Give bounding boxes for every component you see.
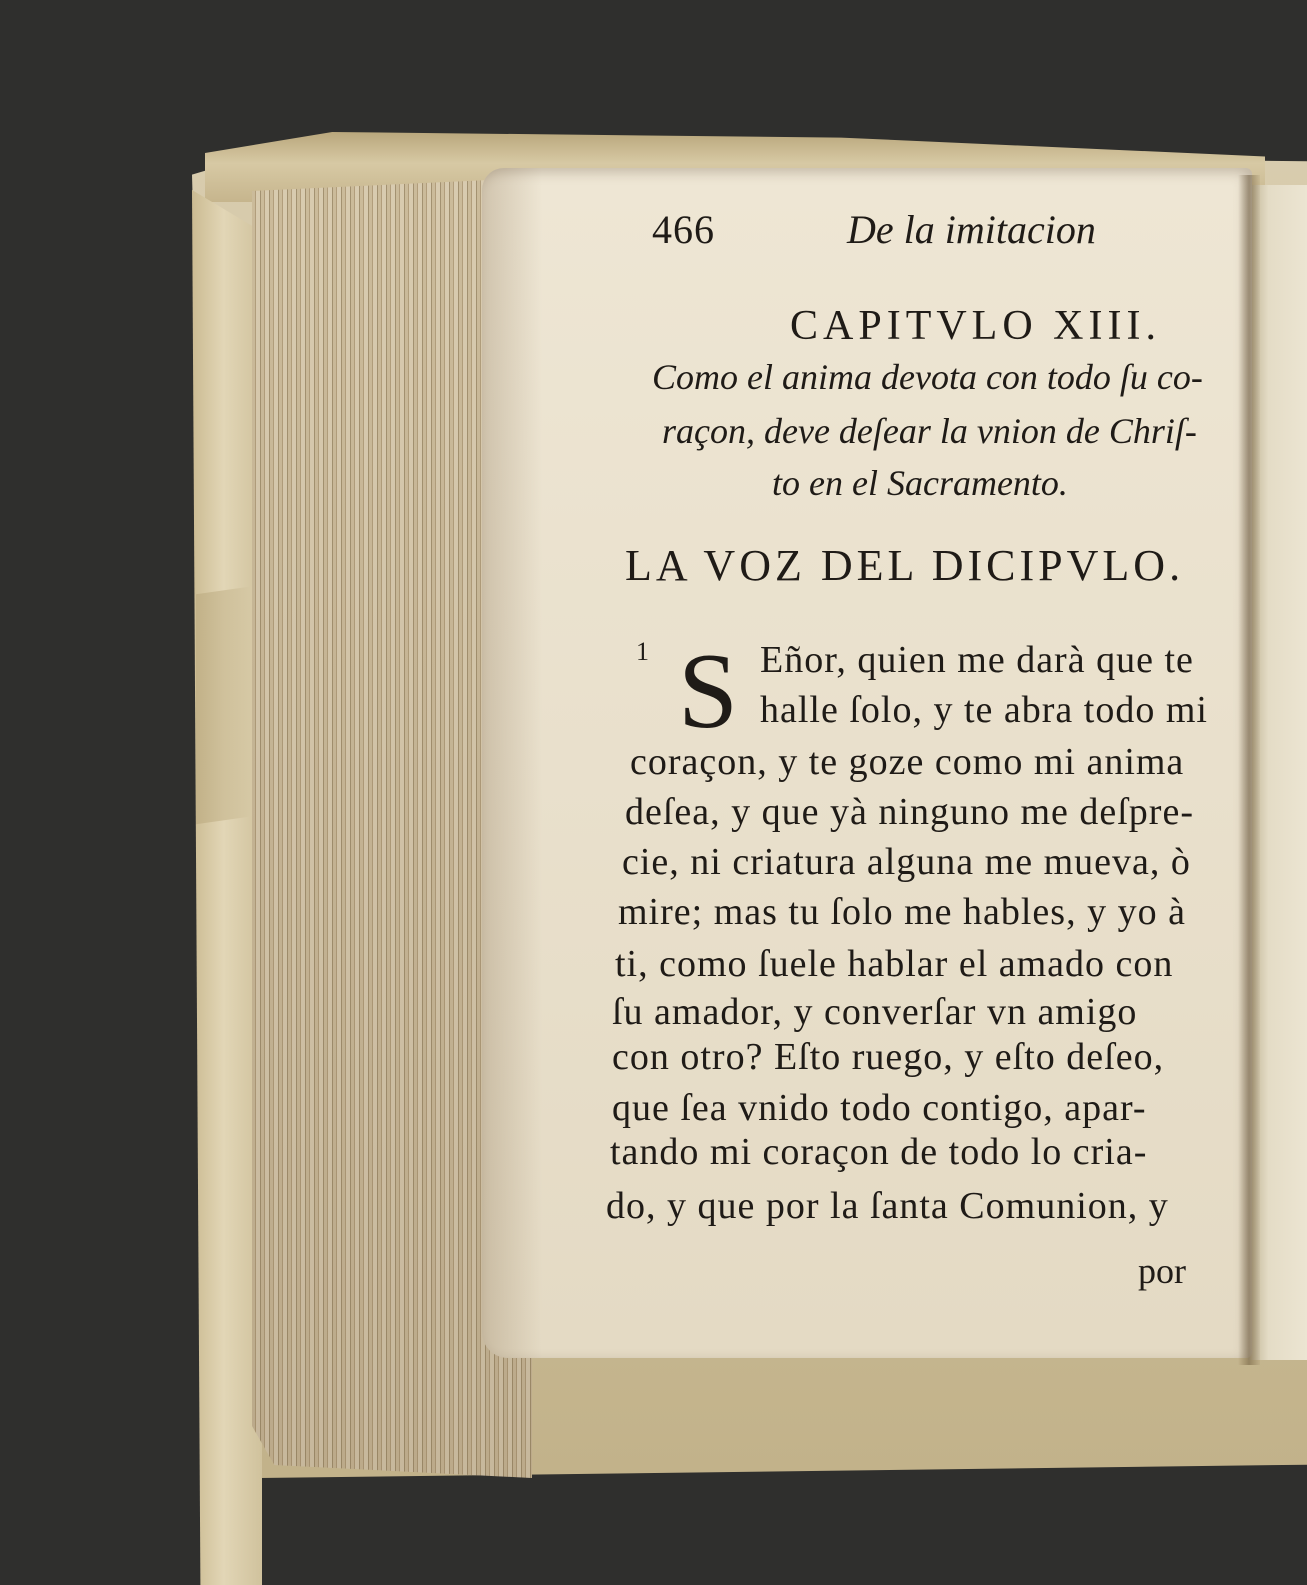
body-line: ſu amador, y converſar vn amigo: [612, 991, 1138, 1033]
body-line: do, y que por la ſanta Comunion, y: [606, 1185, 1169, 1227]
chapter-subtitle-line: raçon, deve deſear la vnion de Chriſ-: [662, 411, 1197, 451]
body-line: mire; mas tu ſolo me hables, y yo à: [618, 891, 1186, 933]
body-line: deſea, y que yà ninguno me deſpre-: [625, 791, 1194, 833]
chapter-title: CAPITVLO XIII.: [790, 303, 1161, 349]
drop-cap: S: [678, 632, 739, 751]
page-edge-shadow: [482, 168, 542, 1358]
section-heading: LA VOZ DEL DICIPVLO.: [625, 541, 1185, 590]
body-line: que ſea vnido todo contigo, apar-: [612, 1087, 1147, 1129]
gutter-shadow: [1238, 175, 1260, 1365]
catchword: por: [1138, 1251, 1186, 1291]
chapter-subtitle-line: Como el anima devota con todo ſu co-: [652, 357, 1203, 397]
body-line: con otro? Eſto ruego, y eſto deſeo,: [612, 1036, 1165, 1078]
chapter-subtitle-line: to en el Sacramento.: [772, 463, 1068, 503]
body-line: tando mi coraçon de todo lo cria-: [610, 1131, 1148, 1173]
running-head: De la imitacion: [847, 207, 1096, 252]
running-header: [652, 206, 1096, 253]
body-line: coraçon, y te goze como mi anima: [630, 741, 1185, 783]
body-line: halle ſolo, y te abra todo mi: [760, 689, 1208, 731]
body-line: ti, como ſuele hablar el amado con: [615, 943, 1174, 985]
body-line: Eñor, quien me darà que te: [760, 639, 1194, 681]
cover-fold: [196, 586, 256, 824]
body-line: cie, ni criatura alguna me mueva, ò: [622, 841, 1191, 883]
book-cover-edge: [192, 190, 262, 1585]
verse-marker: 1: [636, 637, 649, 666]
page-number: 466: [652, 207, 715, 252]
